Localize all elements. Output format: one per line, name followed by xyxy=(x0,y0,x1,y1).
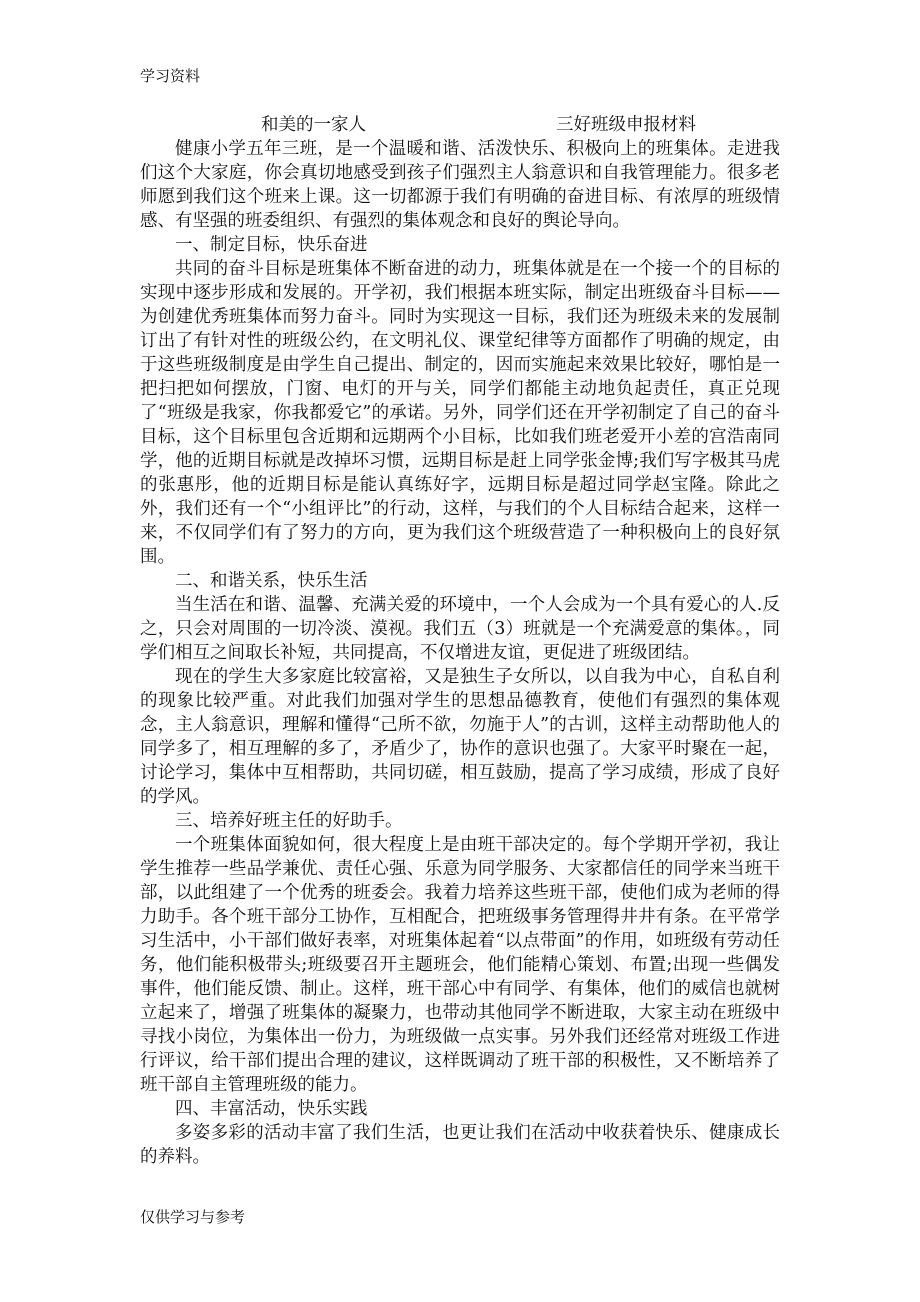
title-right: 三好班级申报材料 xyxy=(556,115,696,135)
section-heading: 四、丰富活动，快乐实践 xyxy=(175,1099,368,1119)
page-footer: 仅供学习与参考 xyxy=(140,1208,246,1226)
document-title xyxy=(140,113,780,137)
section-paragraph: 现在的学生大多家庭比较富裕，又是独生子女所以，以自我为中心，自私自利的现象比较严重。对此我们加强对学生的思想品德教育，使他们有强烈的集体观念，主人翁意识，理解和懂得“己所不欲，勿施于人”的古训，这样主动帮助他人的同学多了，相互理解的多了，矛盾少了，协作的意识也强了。大家平时聚在一起，讨论学习，集体中互相帮助，共同切磋，相互鼓励，提高了学习成绩，形成了良好的学风。 xyxy=(140,667,780,807)
section-paragraph: 共同的奋斗目标是班集体不断奋进的动力，班集体就是在一个接一个的目标的实现中逐步形成和发展的。开学初，我们根据本班实际，制定出班级奋斗目标——为创建优秀班集体而努力奋斗。同时为实现这一目标，我们还为班级未来的发展制订出了有针对性的班级公约，在文明礼仪、课堂纪律等方面都作了明确的规定，由于这些班级制度是由学生自己提出、制定的，因而实施起来效果比较好，哪怕是一把扫把如何摆放，门窗、电灯的开与关，同学们都能主动地负起责任，真正兑现了“班级是我家，你我都爱它”的承诺。另外，同学们还在开学初制定了自己的奋斗目标，这个目标里包含近期和远期两个小目标，比如我们班老爱开小差的宫浩南同学，他的近期目标就是改掉坏习惯，远期目标是赶上同学张金博;我们写字极其马虎的张惠彤，他的近期目标是能认真练好字，远期目标是超过同学赵宝隆。除此之外，我们还有一个“小组评比”的行动，这样，与我们的个人目标结合起来，这样一来，不仅同学们有了努力的方向，更为我们这个班级营造了一种积极向上的良好氛围。 xyxy=(140,259,780,567)
section-paragraph: 一个班集体面貌如何，很大程度上是由班干部决定的。每个学期开学初，我让学生推荐一些品学兼优、责任心强、乐意为同学服务、大家都信任的同学来当班干部，以此组建了一个优秀的班委会。我着力培养这些班干部，使他们成为老师的得力助手。各个班干部分工协作，互相配合，把班级事务管理得井井有条。在平常学习生活中，小干部们做好表率，对班集体起着“以点带面”的作用，如班级有劳动任务，他们能积极带头;班级要召开主题班会，他们能精心策划、布置;出现一些偶发事件，他们能反馈、制止。这样，班干部心中有同学、有集体，他们的威信也就树立起来了，增强了班集体的凝聚力，也带动其他同学不断进取，大家主动在班级中寻找小岗位，为集体出一份力，为班级做一点实事。另外我们还经常对班级工作进行评议，给干部们提出合理的建议，这样既调动了班干部的积极性，又不断培养了班干部自主管理班级的能力。 xyxy=(140,835,780,1095)
section-heading: 一、制定目标，快乐奋进 xyxy=(175,235,368,255)
section-paragraph: 多姿多彩的活动丰富了我们生活，也更让我们在活动中收获着快乐、健康成长的养料。 xyxy=(140,1123,780,1167)
section-heading: 二、和谐关系，快乐生活 xyxy=(175,571,368,591)
title-left: 和美的一家人 xyxy=(261,115,366,135)
document-body xyxy=(140,113,780,1169)
section-paragraph: 当生活在和谐、温馨、充满关爱的环境中，一个人会成为一个具有爱心的人.反之，只会对周围的一切冷淡、漠视。我们五（3）班就是一个充满爱意的集体。，同学们相互之间取长补短，共同提高，不仅增进友谊，更促进了班级团结。 xyxy=(140,595,780,663)
section-heading: 三、培养好班主任的好助手。 xyxy=(175,811,403,831)
intro-paragraph: 健康小学五年三班，是一个温暖和谐、活泼快乐、积极向上的班集体。走进我们这个大家庭，你会真切地感受到孩子们强烈主人翁意识和自我管理能力。很多老师愿到我们这个班来上课。这一切都源于我们有明确的奋进目标、有浓厚的班级情感、有坚强的班委组织、有强烈的集体观念和良好的舆论导向。 xyxy=(140,139,780,231)
page-header: 学习资料 xyxy=(140,67,201,85)
